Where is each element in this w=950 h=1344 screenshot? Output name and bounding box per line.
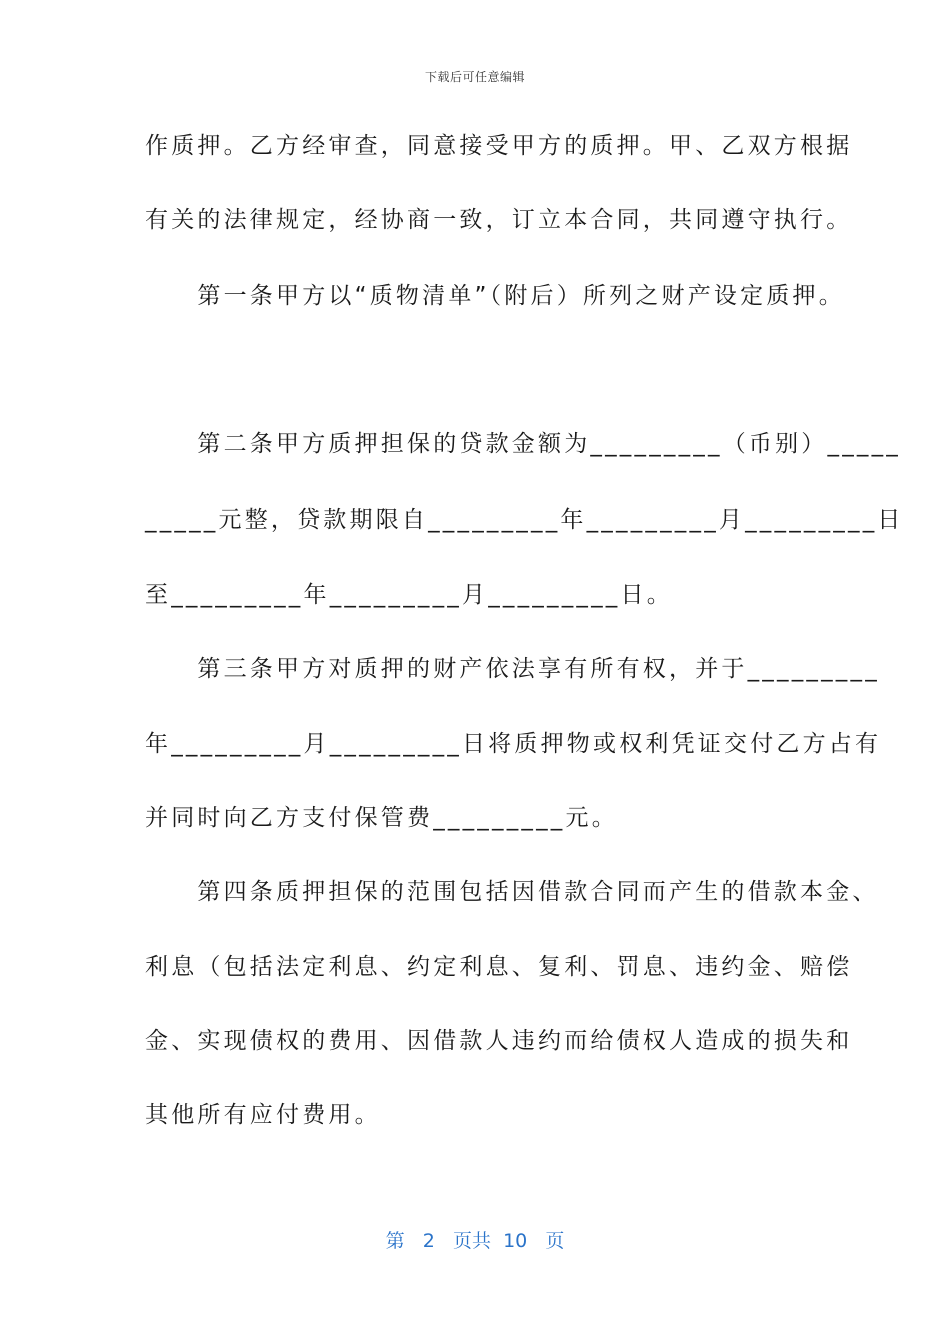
article-1-line-1: 第一条甲方以“质物清单”（附后）所列之财产设定质押。 xyxy=(145,283,845,309)
page-header: 下载后可任意编辑 xyxy=(424,70,525,84)
article-2-line-1: 第二条甲方质押担保的贷款金额为_________（币别）_____ xyxy=(145,431,901,457)
footer-suffix: 页 xyxy=(545,1230,565,1252)
article-3-line-3: 并同时向乙方支付保管费_________元。 xyxy=(145,805,618,831)
article-4-line-2: 利息（包括法定利息、约定利息、复利、罚息、违约金、赔偿 xyxy=(145,954,853,980)
article-2-line-2: _____元整，贷款期限自_________年_________月_________日 xyxy=(145,507,904,533)
body-line-2: 有关的法律规定，经协商一致，订立本合同，共同遵守执行。 xyxy=(145,207,853,233)
footer-middle: 页共 xyxy=(452,1230,491,1252)
footer-prefix: 第 xyxy=(385,1230,405,1252)
article-3-line-1: 第三条甲方对质押的财产依法享有所有权，并于_________ xyxy=(145,656,880,682)
article-2-line-3: 至_________年_________月_________日。 xyxy=(145,582,673,608)
page-footer xyxy=(0,1226,950,1253)
footer-total-pages: 10 xyxy=(503,1230,528,1252)
article-4-line-1: 第四条质押担保的范围包括因借款合同而产生的借款本金、 xyxy=(145,879,879,905)
article-4-line-4: 其他所有应付费用。 xyxy=(145,1102,381,1128)
body-line-1: 作质押。乙方经审查，同意接受甲方的质押。甲、乙双方根据 xyxy=(145,133,853,159)
article-3-line-2: 年_________月_________日将质押物或权利凭证交付乙方占有 xyxy=(145,731,882,757)
article-4-line-3: 金、实现债权的费用、因借款人违约而给债权人造成的损失和 xyxy=(145,1028,853,1054)
footer-page-number: 2 xyxy=(422,1230,435,1252)
